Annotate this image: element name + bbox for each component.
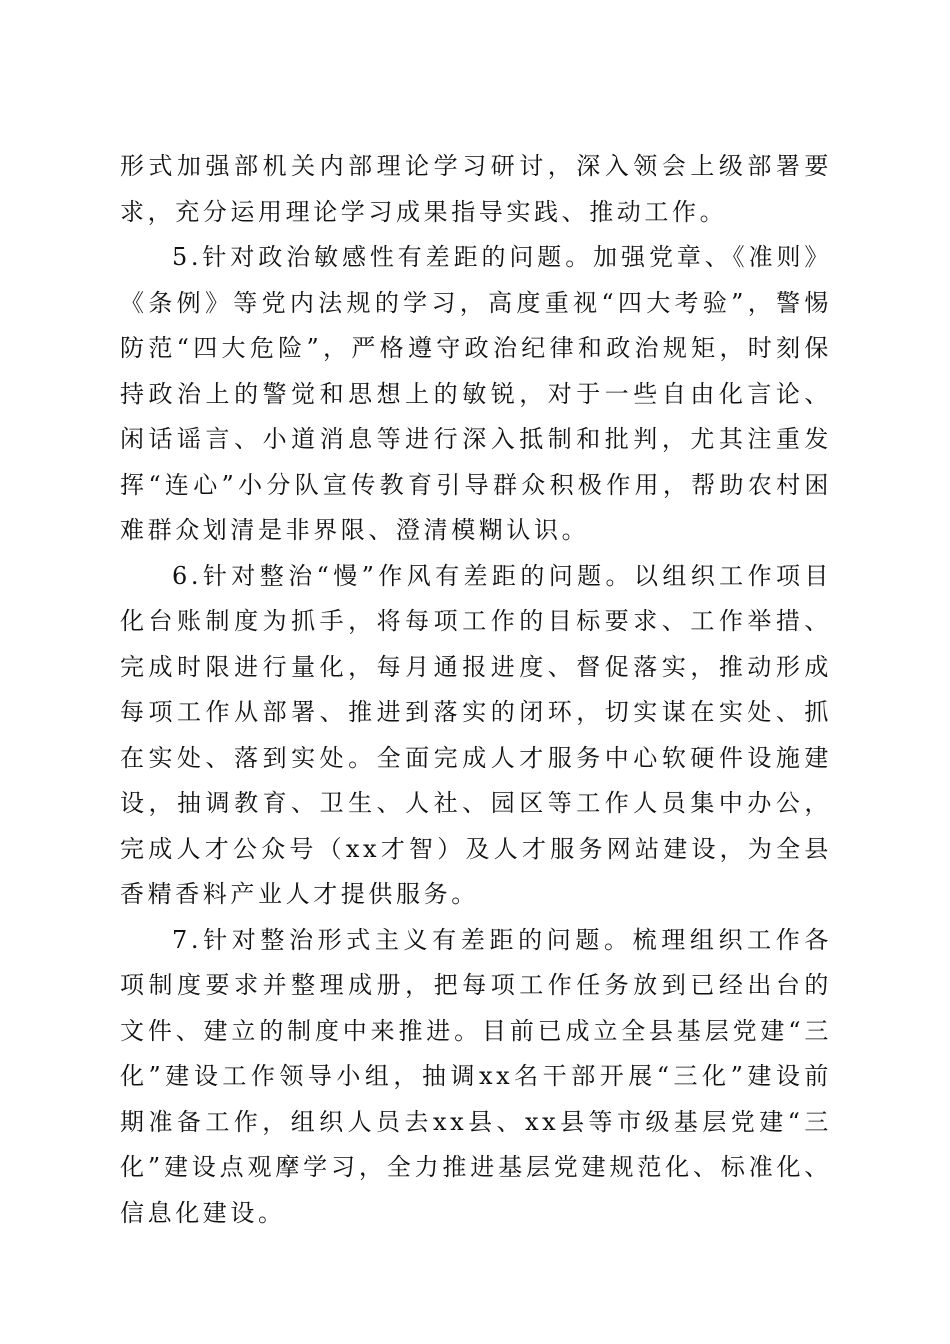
paragraph-item-5: 5.针对政治敏感性有差距的问题。加强党章、《准则》《条例》等党内法规的学习，高度重视“四大考验”，警惕防范“四大危险”，严格遵守政治纪律和政治规矩，时刻保持政治上的警觉和思想上的敏锐，对于一些自由化言论、闲话谣言、小道消息等进行深入抵制和批判，尤其注重发挥“连心”小分队宣传教育引导群众积极作用，帮助农村困难群众划清是非界限、澄清模糊认识。 [120,243,832,544]
document-body [120,144,832,1236]
paragraph-item-6: 6.针对整治“慢”作风有差距的问题。以组织工作项目化台账制度为抓手，将每项工作的目标要求、工作举措、完成时限进行量化，每月通报进度、督促落实，推动形成每项工作从部署、推进到落实的闭环，切实谋在实处、抓在实处、落到实处。全面完成人才服务中心软硬件设施建设，抽调教育、卫生、人社、园区等工作人员集中办公，完成人才公众号（xx才智）及人才服务网站建设，为全县香精香料产业人才提供服务。 [120,561,832,908]
paragraph-continuation: 形式加强部机关内部理论学习研讨，深入领会上级部署要求，充分运用理论学习成果指导实践、推动工作。 [120,152,832,226]
paragraph-item-7: 7.针对整治形式主义有差距的问题。梳理组织工作各项制度要求并整理成册，把每项工作任务放到已经出台的文件、建立的制度中来推进。目前已成立全县基层党建“三化”建设工作领导小组，抽调xx名干部开展“三化”建设前期准备工作，组织人员去xx县、xx县等市级基层党建“三化”建设点观摩学习，全力推进基层党建规范化、标准化、信息化建设。 [120,925,832,1227]
